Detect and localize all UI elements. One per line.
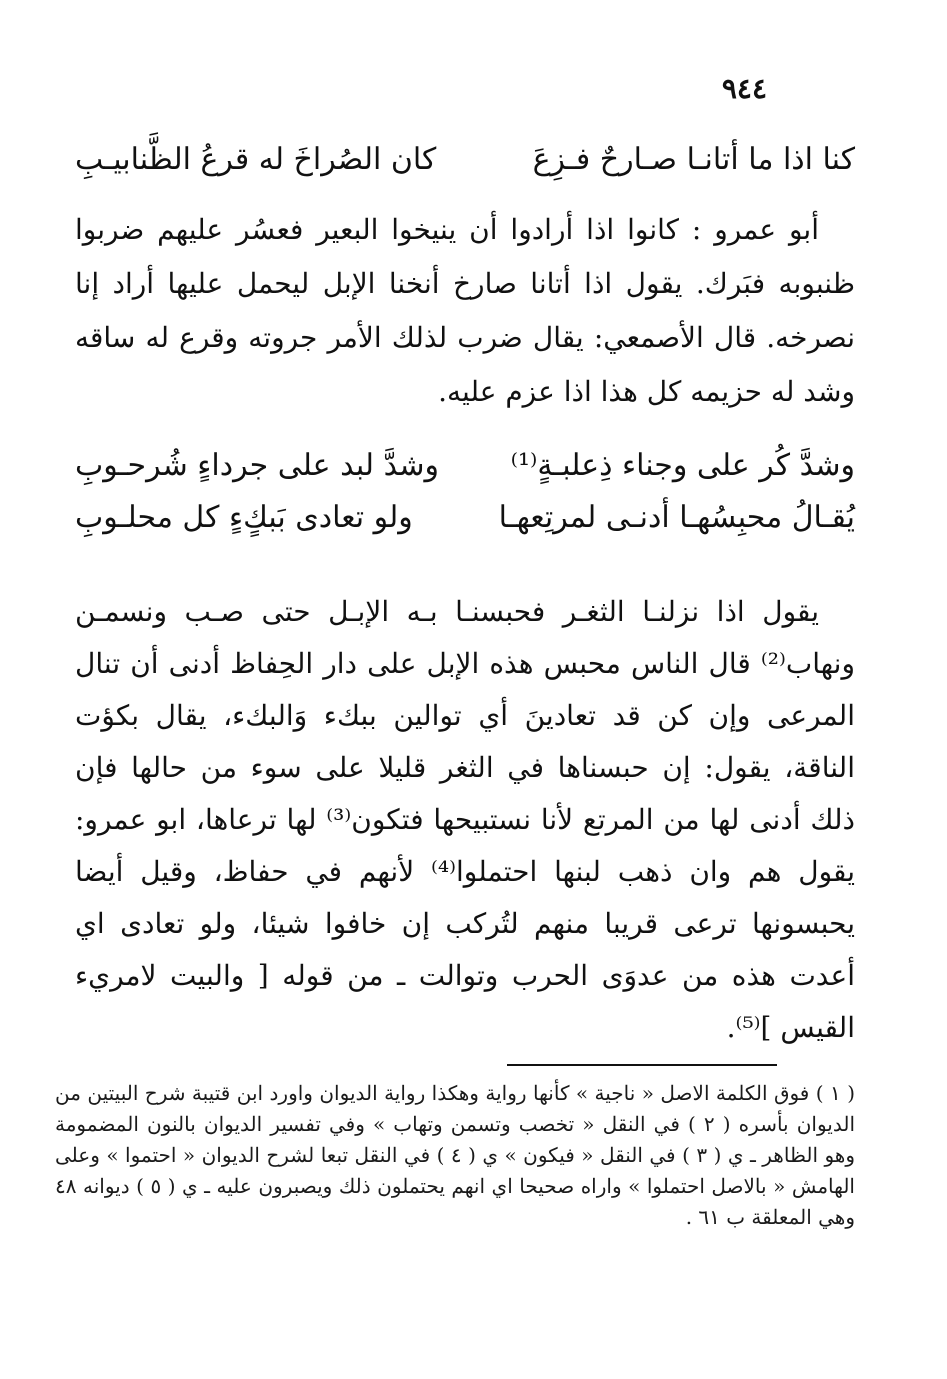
verse-line — [75, 448, 855, 484]
verse-second-hemistich: ولو تعادى بَبكٍءٍ كل محلـوبِ — [75, 500, 413, 535]
verse-first-hemistich: كنا اذا ما أتانـا صـارحٌ فـزِعَ — [532, 142, 855, 177]
verse-second-hemistich: وشدَّ لبد على جرداءٍ شُرحـوبِ — [75, 448, 439, 483]
verse-second-hemistich: كان الصُراخَ له قرعُ الظَّنابيـبِ — [75, 142, 437, 177]
footnotes: ( ١ ) فوق الكلمة الاصل « ناجية » كأنها رواية وهكذا رواية الديوان واورد ابن قتيبة شرح البيتين من الديوان بأسره ( ٢ ) في النقل « تخصب وتسمن وتهاب » وفي تفسير الديوان بالنون المضمومة وهو الظاهر ـ ي ( ٣ ) في النقل « فيكون » ي ( ٤ ) في النقل تبعا لشرح الديوان « احتموا » وعلى الهامش « بالاصل احتملوا » واراه صحيحا اي انهم يحتملون ذلك ويصبرون عليه ـ ي ( ٥ ) ديوانه ٤٨ وهي المعلقة ب ٦١ . — [55, 1081, 855, 1229]
verse-line — [75, 500, 855, 536]
commentary-paragraph: أبو عمرو : كانوا اذا أرادوا أن ينيخوا البعير فعسُر عليهم ضربوا ظنبوبه فبَرك. يقول اذا أتانا صارخ أنخنا الإبل ليحمل عليها أراد إنا نصرخه. قال الأصمعي: يقال ضرب لذلك الأمر جروته وقرع له ساقه وشد له حزيمه كل هذا اذا عزم عليه. — [75, 213, 855, 408]
verse-line — [75, 142, 855, 178]
footnote-divider — [507, 1064, 777, 1066]
page-number: ٩٤٤ — [721, 72, 767, 105]
commentary-paragraph: يقول اذا نزلنـا الثغـر فحبسنـا بـه الإبـل حتى صـب ونسمـن ونهاب⁽²⁾ قال الناس محبس هذه الإبل على دار الحِفاظ أدنى أن تنال المرعى وإن كن قد تعادينَ أي توالين ببكء وَالبكء، يقال بكؤت الناقة، يقول: إن حبسناها في الثغر قليلا على سوء من حالها فإن ذلك أدنى لها من المرتع لأنا نستبيحها فتكون⁽³⁾ لها ترعاها، ابو عمرو: يقول هم وان ذهب لبنها احتملوا⁽⁴⁾ لأنهم في حفاظ، وقيل أيضا يحبسونها ترعى قريبا منهم لتُركب إن خافوا شيئا، ولو تعادى اي أعدت هذه من عدوَى الحرب وتوالت ـ من قوله [ والبيت لامريء القيس ]⁽⁵⁾. — [75, 595, 855, 1044]
verse-first-hemistich: يُقـالُ محبِسُهـا أدنـى لمرتِعهـا — [498, 500, 855, 535]
verse-first-hemistich: وشدَّ كُر على وجناء ذِعلبـةٍ⁽¹⁾ — [510, 448, 855, 483]
